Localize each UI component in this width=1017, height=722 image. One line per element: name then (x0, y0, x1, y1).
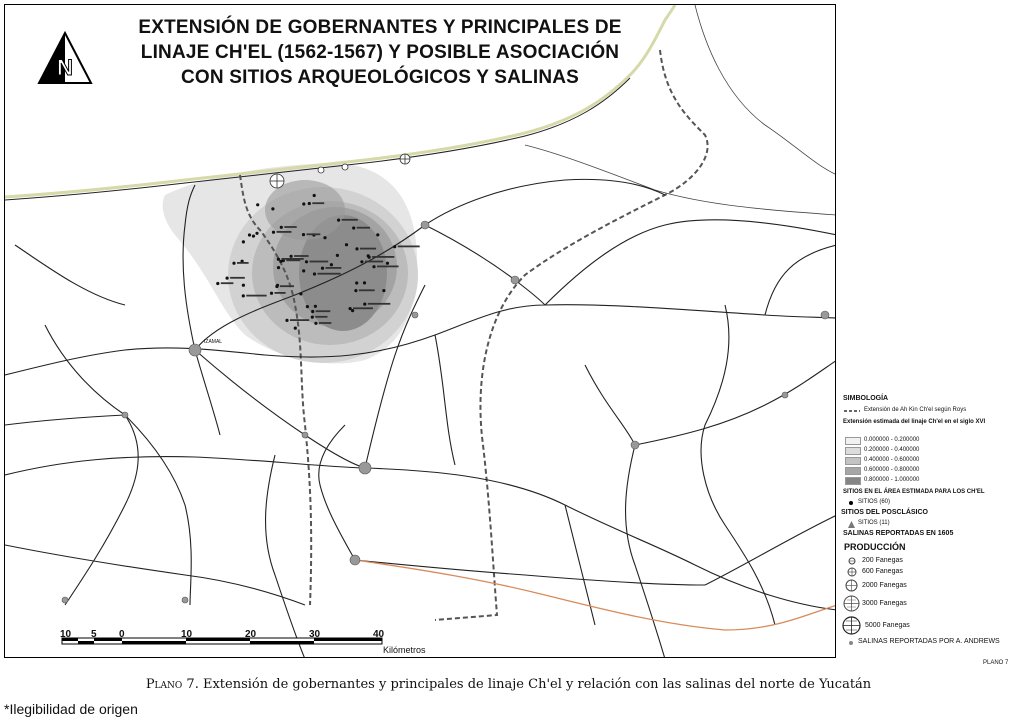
site-label-mark (342, 219, 358, 221)
site-dot (277, 258, 280, 261)
site-label-mark (318, 273, 341, 275)
site-dot (242, 294, 245, 297)
site-label-mark (359, 289, 375, 291)
site-label-mark (316, 310, 331, 312)
legend-andrews: SALINAS REPORTADAS POR A. ANDREWS (858, 638, 1000, 645)
site-label-mark (312, 202, 324, 204)
production-label: 5000 Fanegas (865, 622, 910, 629)
town-label: IZAMAL (204, 339, 223, 345)
caption-lead: Plano 7. (145, 677, 199, 692)
site-dot (242, 240, 245, 243)
site-dot (354, 289, 357, 292)
site-dot (330, 263, 333, 266)
gradient-class-label: 0.600000 - 0.800000 (864, 467, 920, 473)
site-label-mark (237, 262, 249, 264)
site-label-mark (286, 259, 300, 261)
site-label-mark (221, 282, 234, 284)
site-dot (336, 254, 339, 257)
salt-200-icon (848, 557, 856, 565)
scale-bar (62, 638, 382, 644)
site-dot (226, 277, 229, 280)
site-label-mark (372, 256, 394, 258)
site-label-mark (368, 303, 391, 305)
scale-tick-label: 0 (119, 629, 125, 640)
production-label: 200 Fanegas (862, 557, 903, 564)
site-dot (248, 233, 251, 236)
site-dot (337, 219, 340, 222)
map-frame (4, 4, 836, 658)
site-dot (308, 202, 311, 205)
site-dot (311, 310, 314, 313)
site-label-mark (246, 295, 266, 297)
production-label: 3000 Fanegas (862, 600, 907, 607)
legend-postclassic-title: SITIOS DEL POSCLÁSICO (841, 509, 928, 516)
site-dot (232, 262, 235, 265)
production-label: 600 Fanegas (862, 568, 903, 575)
site-label-mark (307, 233, 321, 235)
salt-600-icon (847, 567, 857, 577)
legend-sites-item: SITIOS (60) (858, 499, 891, 505)
site-label-mark (360, 248, 376, 250)
star-icon (848, 640, 854, 646)
site-dot (305, 260, 308, 263)
site-label-mark (290, 319, 309, 321)
site-dot (252, 235, 255, 238)
production-label: 2000 Fanegas (862, 582, 907, 589)
figure-caption (0, 677, 1017, 692)
site-dot (275, 285, 278, 288)
site-dot (360, 260, 363, 263)
site-label-mark (398, 246, 420, 248)
site-dot (355, 281, 358, 284)
site-dot (302, 233, 305, 236)
site-dot (311, 316, 314, 319)
gradient-class-label: 0.200000 - 0.400000 (864, 447, 920, 453)
svg-text:N: N (57, 55, 73, 80)
gradient-class-label: 0.000000 - 0.200000 (864, 437, 920, 443)
scale-tick-label: 10 (181, 629, 193, 640)
road-network (5, 179, 836, 658)
site-label-mark (357, 227, 370, 229)
site-dot (256, 203, 259, 206)
gradient-swatch (845, 477, 861, 485)
site-dot (321, 267, 324, 270)
site-dot (314, 322, 317, 325)
legend-line-item: Extensión de Ah Kin Ch'el según Roys (864, 407, 967, 413)
salt-2000-icon (845, 579, 858, 592)
site-dot (352, 226, 355, 229)
map-canvas (5, 5, 836, 658)
footnote: *Ilegibilidad de origen (4, 701, 138, 717)
salt-5000-icon (842, 616, 861, 635)
north-arrow-icon (37, 31, 93, 92)
triangle-icon (848, 521, 855, 528)
site-dot (299, 292, 302, 295)
site-dot (386, 262, 389, 265)
site-dot (271, 207, 274, 210)
site-dot (314, 305, 317, 308)
scale-tick-label: 40 (373, 629, 385, 640)
map-title: EXTENSIÓN DE GOBERNANTES Y PRINCIPALES DE LINAJE CH'EL (1562-1567) Y POSIBLE ASOCIACIÓN CON SITIOS ARQUEOLÓGICOS Y SALINAS (138, 17, 622, 88)
site-label-mark (277, 231, 292, 233)
salt-route-line (355, 560, 836, 630)
site-label-mark (319, 322, 331, 324)
site-dot (255, 232, 258, 235)
caption-text: Extensión de gobernantes y principales de linaje Ch'el y relación con las salinas del norte de Yucatán (202, 677, 872, 692)
site-dot (216, 282, 219, 285)
gradient-swatch (845, 437, 861, 445)
legend-sites-title: SITIOS EN EL ÁREA ESTIMADA PARA LOS CH'EL (843, 489, 985, 495)
site-dot (363, 281, 366, 284)
site-dot (355, 247, 358, 250)
site-dot (351, 309, 354, 312)
site-dot (279, 260, 282, 263)
site-dot (368, 256, 371, 259)
scale-tick-label: 5 (91, 629, 97, 640)
site-dot (376, 233, 379, 236)
site-label-mark (280, 285, 294, 287)
site-dot (242, 284, 245, 287)
site-dot (372, 265, 375, 268)
site-dot (280, 226, 283, 229)
site-label-mark (365, 261, 383, 263)
site-dot (313, 272, 316, 275)
gradient-swatch (845, 467, 861, 475)
site-dot (290, 255, 293, 258)
site-label-mark (315, 316, 327, 318)
site-dot (302, 269, 305, 272)
legend-salinas-title: SALINAS REPORTADAS EN 1605 (843, 530, 954, 537)
legend-produccion-title: PRODUCCIÓN (844, 542, 906, 552)
site-label-mark (353, 307, 373, 309)
site-label-mark (326, 267, 342, 269)
site-label-mark (275, 292, 286, 294)
gradient-swatch (845, 447, 861, 455)
scale-tick-label: 10 (60, 629, 72, 640)
site-dot-icon (848, 500, 854, 506)
site-dot (323, 236, 326, 239)
gradient-class-label: 0.800000 - 1.000000 (864, 477, 920, 483)
site-dot (313, 194, 316, 197)
gradient-swatch (845, 457, 861, 465)
site-dot (294, 327, 297, 330)
scale-tick-label: 30 (309, 629, 321, 640)
legend-gradient-title: Extensión estimada del linaje Ch'el en el siglo XVI (843, 419, 986, 425)
site-label-mark (284, 226, 296, 228)
site-dot (302, 202, 305, 205)
scale-unit-label: Kilómetros (383, 645, 426, 655)
plano-tag: PLANO 7 (983, 660, 1009, 666)
site-dot (393, 245, 396, 248)
site-dot (306, 305, 309, 308)
site-label-mark (310, 261, 329, 263)
lineage-density-area (163, 163, 418, 363)
site-label-mark (294, 255, 309, 257)
gradient-class-label: 0.400000 - 0.600000 (864, 457, 920, 463)
legend-postclassic-item: SITIOS (11) (858, 520, 890, 526)
site-dot (277, 266, 280, 269)
site-dot (363, 303, 366, 306)
site-label-mark (377, 266, 399, 268)
scale-tick-label: 20 (245, 629, 257, 640)
site-dot (382, 289, 385, 292)
salt-3000-icon (843, 595, 860, 612)
site-dot (285, 319, 288, 322)
site-dot (270, 292, 273, 295)
legend (840, 394, 1017, 656)
site-dot (345, 243, 348, 246)
site-dot (272, 231, 275, 234)
legend-title: SIMBOLOGÍA (843, 395, 889, 402)
site-dot (349, 307, 352, 310)
dashed-line-icon (844, 408, 860, 414)
site-label-mark (230, 277, 245, 279)
